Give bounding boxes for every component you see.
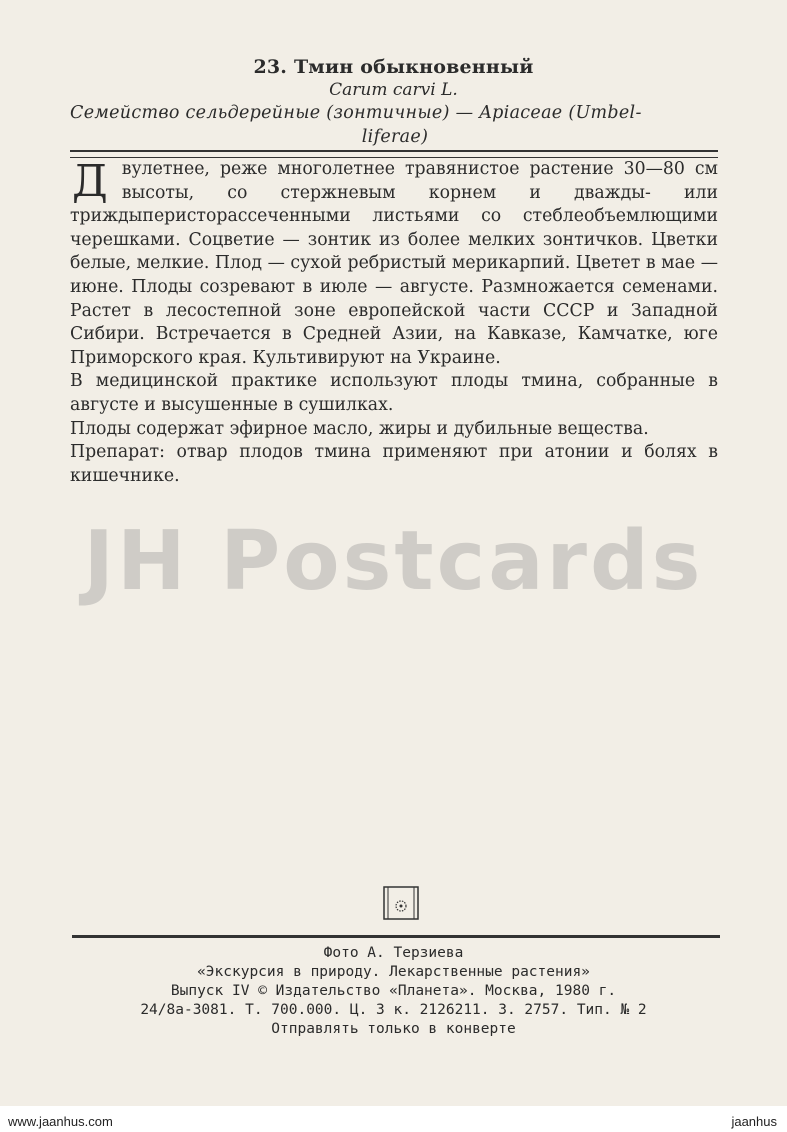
plant-title: 23. Тмин обыкновенный	[253, 56, 534, 78]
photo-credit: Фото А. Терзиева	[323, 945, 464, 961]
paragraph-3: Плоды содержат эфирное масло, жиры и дубильные вещества.	[70, 418, 649, 439]
family-line-1: Семейство сельдерейные (зонтичные) — Apiaceae (Umbel-	[70, 103, 642, 123]
footer-divider	[72, 935, 720, 938]
source-credit-left: www.jaanhus.com	[8, 1114, 113, 1129]
planeta-publisher-logo-icon	[383, 886, 419, 920]
paragraph-2: В медицинской практике используют плоды тмина, собранные в августе и высушенные в сушилках.	[70, 371, 718, 415]
description-text	[70, 158, 718, 488]
family-line-2: liferae)	[361, 127, 429, 147]
imprint-block	[0, 944, 787, 1039]
mailing-note: Отправлять только в конверте	[271, 1021, 516, 1037]
paragraph-1: вулетнее, реже многолетнее травянистое растение 30—80 см высоты, со стержневым корнем и дважды- или триждыперисторассеченными листьями со стеблеобъемлющими черешками. Соцветие — зонтик из более мелких зонтичков. Цветки белые, мелкие. Плод — сухой ребристый мерикарпий. Цветет в мае — июне. Плоды созревают в июле — августе. Размножается семенами. Растет в лесостепной зоне европейской части СССР и Западной Сибири. Встречается в Средней Азии, на Кавказе, Камчатке, юге Приморского края. Культивируют на Украине.	[70, 159, 718, 368]
description-paragraph	[70, 158, 718, 370]
latin-name: Carum carvi L.	[329, 80, 458, 100]
print-details: 24/8а-3081. Т. 700.000. Ц. 3 к. 2126211. З. 2757. Тип. № 2	[140, 1002, 647, 1018]
source-credit-right: jaanhus	[731, 1114, 777, 1129]
paragraph-4: Препарат: отвар плодов тмина применяют при атонии и болях в кишечнике.	[70, 442, 718, 486]
publisher-line: Выпуск IV © Издательство «Планета». Москва, 1980 г.	[170, 983, 617, 999]
series-title: «Экскурсия в природу. Лекарственные растения»	[197, 964, 590, 980]
header-divider	[70, 150, 718, 158]
plant-family	[70, 101, 720, 149]
watermark: JH Postcards	[83, 514, 704, 609]
drop-cap: Д	[72, 156, 108, 207]
